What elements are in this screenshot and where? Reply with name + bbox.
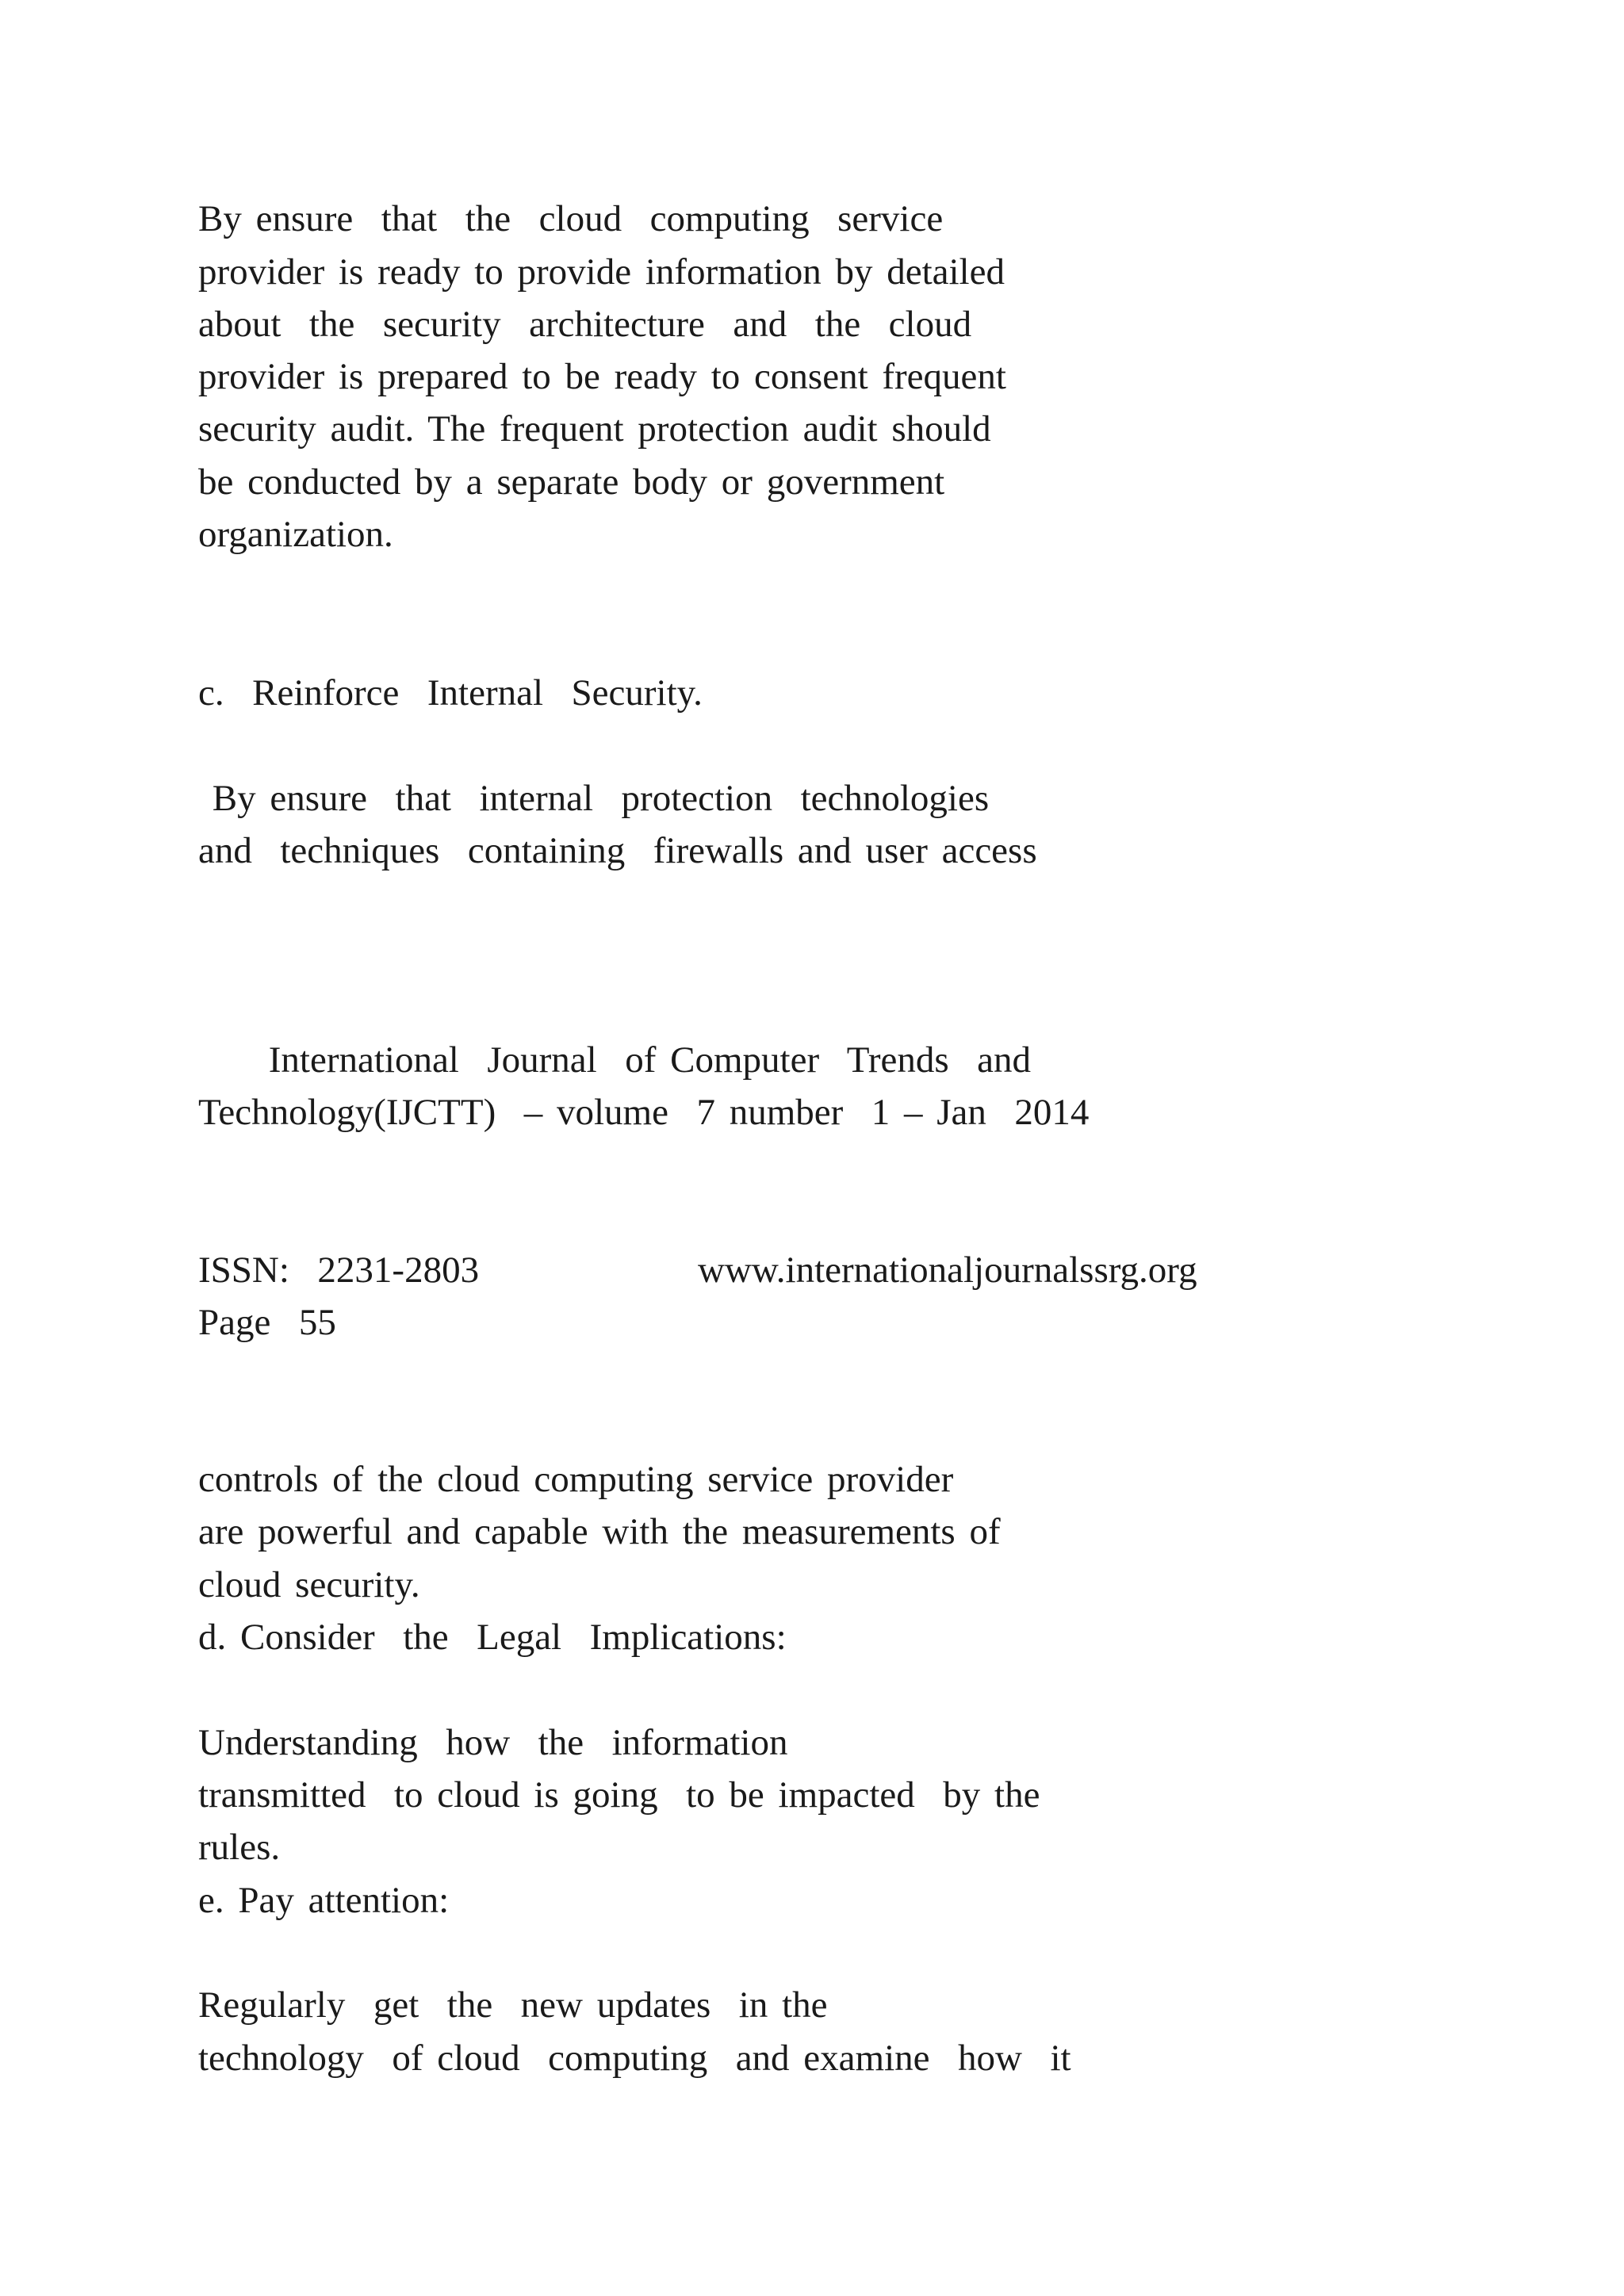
website-url: www.internationaljournalssrg.org <box>698 1249 1197 1291</box>
journal-title-line: International Journal of Computer Trends and <box>198 1039 1031 1081</box>
text-line: transmitted to cloud is going to be impacted by the <box>198 1774 1040 1816</box>
page-number: Page 55 <box>198 1302 336 1343</box>
text-line: security audit. The frequent protection audit should <box>198 408 991 450</box>
text-line: rules. <box>198 1827 281 1868</box>
text-line: provider is prepared to be ready to consent frequent <box>198 356 1006 397</box>
text-line: By ensure that internal protection technologies <box>198 778 990 819</box>
section-heading-d: d. Consider the Legal Implications: <box>198 1617 787 1658</box>
text-line: provider is ready to provide information by detailed <box>198 251 1005 293</box>
text-line: cloud security. <box>198 1564 420 1605</box>
issn-label: ISSN: 2231-2803 <box>198 1249 480 1291</box>
text-line: about the security architecture and the cloud <box>198 304 972 345</box>
text-line: By ensure that the cloud computing service <box>198 198 944 239</box>
text-line: Understanding how the information <box>198 1722 788 1763</box>
section-heading-c: c. Reinforce Internal Security. <box>198 672 703 714</box>
text-line: technology of cloud computing and examine how it <box>198 2038 1071 2079</box>
text-line: and techniques containing firewalls and user access <box>198 830 1037 871</box>
text-line: controls of the cloud computing service provider <box>198 1459 954 1500</box>
section-heading-e: e. Pay attention: <box>198 1880 450 1921</box>
text-line: Regularly get the new updates in the <box>198 1984 828 2026</box>
text-line: are powerful and capable with the measurements of <box>198 1511 1001 1552</box>
journal-volume-line: Technology(IJCTT) – volume 7 number 1 – Jan 2014 <box>198 1092 1090 1133</box>
text-line: be conducted by a separate body or government <box>198 461 945 503</box>
text-line: organization. <box>198 514 393 555</box>
